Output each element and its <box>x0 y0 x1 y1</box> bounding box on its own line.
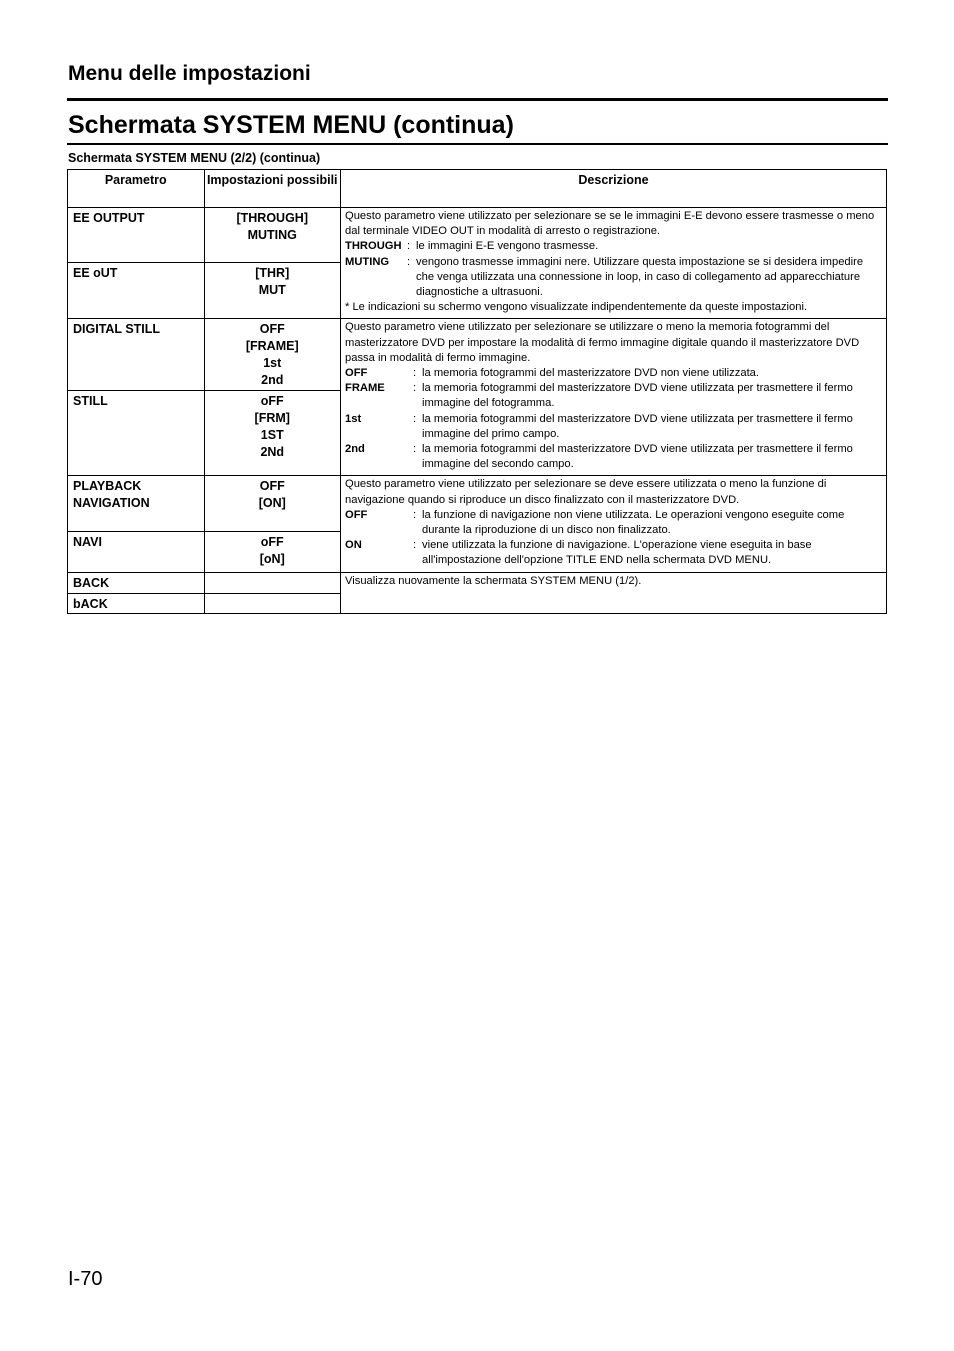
option-item: 1st : la memoria fotogrammi del masterizzatore DVD viene utilizzata per trasmettere il fermo immagine del primo campo. <box>345 412 853 440</box>
param-description: Questo parametro viene utilizzato per selezionare se deve essere utilizzata o meno la funzione di navigazione quando si riproduce un disco finalizzato con il masterizzatore DVD. OFF : la funzione di navigazione non viene utilizzata. Le operazioni vengono eseguite come durante la riproduzione di un disco non finalizzato. ON : viene utilizzata la funzione di navigazione. L'operazione viene eseguita in base all'impostazione dell'opzione TITLE END nella schermata DVD MENU. <box>341 476 887 572</box>
osd-param-values: oFF [FRM] 1ST 2Nd <box>204 390 341 476</box>
table-row <box>68 319 887 390</box>
param-name: PLAYBACK NAVIGATION <box>68 476 205 531</box>
page-number: I-70 <box>68 1268 103 1290</box>
option-item: OFF : la memoria fotogrammi del masterizzatore DVD non viene utilizzata. <box>345 367 760 380</box>
option-item: FRAME : la memoria fotogrammi del masterizzatore DVD viene utilizzata per trasmettere il fermo immagine del fotogramma. <box>345 382 853 410</box>
osd-param-name: bACK <box>68 593 205 613</box>
note: * Le indicazioni su schermo vengono visualizzate indipendentemente da queste impostazioni. <box>345 301 808 314</box>
option-item: ON : viene utilizzata la funzione di navigazione. L'operazione viene eseguita in base all'impostazione dell'opzione TITLE END nella schermata DVD MENU. <box>345 539 812 567</box>
osd-param-values <box>204 593 341 613</box>
option-item: MUTING : vengono trasmesse immagini nere. Utilizzare questa impostazione se si desidera impedire che venga utilizzata una connessione in loop, in caso di collegamento ad apparecchiature diagnostiche a ultrasuoni. <box>345 255 864 299</box>
param-name: BACK <box>68 572 205 593</box>
param-values: OFF [FRAME] 1st 2nd <box>204 319 341 390</box>
page-title: Schermata SYSTEM MENU (continua) <box>68 111 514 139</box>
param-name: DIGITAL STILL <box>68 319 205 390</box>
table-caption: Schermata SYSTEM MENU (2/2) (continua) <box>68 151 321 165</box>
system-menu-table <box>67 169 887 614</box>
option-item: THROUGH : le immagini E-E vengono trasmesse. <box>345 240 599 253</box>
osd-param-name: STILL <box>68 390 205 476</box>
param-name: EE OUTPUT <box>68 208 205 263</box>
param-values: OFF [ON] <box>204 476 341 531</box>
col-header-param: Parametro <box>68 170 205 208</box>
option-item: OFF : la funzione di navigazione non viene utilizzata. Le operazioni vengono eseguite come durante la riproduzione di un disco non finalizzato. <box>345 508 845 537</box>
col-header-settings: Impostazioni possibili <box>204 170 341 208</box>
param-description: Visualizza nuovamente la schermata SYSTEM MENU (1/2). <box>341 572 887 613</box>
table-header-row <box>68 170 887 208</box>
table-row <box>68 476 887 531</box>
param-values: [THROUGH] MUTING <box>204 208 341 263</box>
osd-param-name: NAVI <box>68 531 205 572</box>
param-description: Questo parametro viene utilizzato per selezionare se utilizzare o meno la memoria fotogrammi del masterizzatore DVD per impostare la modalità di fermo immagine digitale quando il masterizzatore DVD passa in modalità di fermo immagine. OFF : la memoria fotogrammi del masterizzatore DVD non viene utilizzata. FRAME : la memoria fotogrammi del masterizzatore DVD viene utilizzata per trasmettere il fermo immagine del fotogramma. 1st : la memoria fotogrammi del masterizzatore DVD viene utilizzata per trasmettere il fermo immagine del primo campo. 2nd : la memoria fotogrammi del masterizzatore DVD viene utilizzata per trasmettere il fermo immagine del secondo campo. <box>341 319 887 476</box>
param-values <box>204 572 341 593</box>
param-description: Questo parametro viene utilizzato per selezionare se se le immagini E-E devono essere trasmesse o meno dal terminale VIDEO OUT in modalità di arresto o registrazione. THROUGH : le immagini E-E vengono trasmesse. MUTING : vengono trasmesse immagini nere. Utilizzare questa impostazione se si desidera impedire che venga utilizzata una connessione in loop, in caso di collegamento ad apparecchiature diagnostiche a ultrasuoni. * Le indicazioni su schermo vengono visualizzate indipendentemente da queste impostazioni. <box>341 208 887 319</box>
table-row <box>68 572 887 593</box>
osd-param-name: EE oUT <box>68 263 205 319</box>
col-header-desc: Descrizione <box>341 170 887 208</box>
osd-param-values: oFF [oN] <box>204 531 341 572</box>
osd-param-values: [THR] MUT <box>204 263 341 319</box>
table-row <box>68 208 887 263</box>
section-title: Menu delle impostazioni <box>68 62 311 85</box>
title-rule <box>67 143 888 145</box>
option-item: 2nd : la memoria fotogrammi del masterizzatore DVD viene utilizzata per trasmettere il fermo immagine del secondo campo. <box>345 443 853 471</box>
header-rule <box>67 98 888 101</box>
